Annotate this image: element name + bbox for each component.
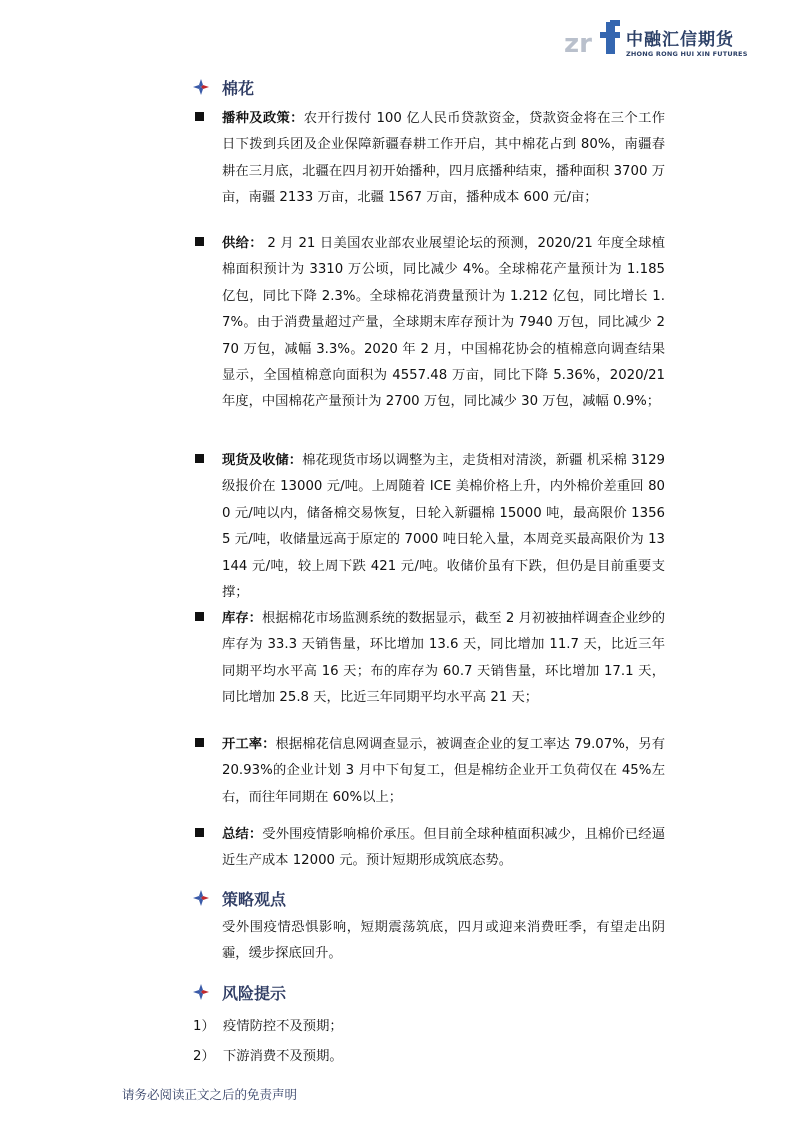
pin-bullet-icon — [193, 79, 209, 95]
bullet-body: 根据棉花市场监测系统的数据显示，截至 2 月初被抽样调查企业纱的库存为 33.3 天销售量，环比增加 13.6 天，同比增加 11.7 天，比近三年同期平均水平高 16 天；布的库存为 60.7 天销售量，环比增加 17.1 天，同比增加 25.8 天，比近三年同期平均水平高 21 天； — [222, 611, 666, 706]
risk-item-number: 1） — [193, 1019, 215, 1034]
bullet-text — [222, 822, 665, 875]
square-bullet-icon — [195, 738, 204, 747]
bullet-text — [222, 732, 665, 811]
pin-bullet-icon — [193, 890, 209, 906]
risk-item — [193, 1045, 343, 1064]
bullet-body: 根据棉花信息网调查显示，被调查企业的复工率达 79.07%，另有 20.93%的企业计划 3 月中下旬复工，但是棉纺企业开工负荷仅在 45%左右，而往年同期在 60%以上； — [222, 737, 665, 805]
square-bullet-icon — [195, 828, 204, 837]
bullet-label: 供给： — [222, 236, 263, 251]
square-bullet-icon — [195, 112, 204, 121]
risk-item — [193, 1015, 343, 1034]
logo-company-name: 中融汇信期货 — [626, 30, 734, 50]
bullet-label: 播种及政策： — [222, 111, 304, 126]
risk-item-text: 疫情防控不及预期； — [223, 1019, 343, 1034]
square-bullet-icon — [195, 237, 204, 246]
svg-text:zr: zr — [564, 29, 592, 58]
bullet-body: 农开行拨付 100 亿人民币贷款资金，贷款资金将在三个工作日下拨到兵团及企业保障新疆春耕工作开启，其中棉花占到 80%，南疆春耕在三月底，北疆在四月初开始播种，四月底播种结束，播种面积 3700 万亩，南疆 2133 万亩，北疆 1567 万亩，播种成本 600 元/亩； — [222, 111, 665, 206]
logo-company-name-en: ZHONG RONG HUI XIN FUTURES — [626, 50, 748, 58]
bullet-body: 棉花现货市场以调整为主，走货相对清淡，新疆 机采棉 3129 级报价在 13000 元/吨。上周随着 ICE 美棉价格上升，内外棉价差重回 800 元/吨以内，储备棉交易恢复，日轮入新疆棉 15000 吨，最高限价 13565 元/吨，收储量远高于原定的 7000 吨日轮入量，本周竞买最高限价为 13144 元/吨，较上周下跌 421 元/吨。收储价虽有下跌，但仍是目前重要支撑； — [222, 453, 666, 601]
footer-disclaimer[interactable]: 请务必阅读正文之后的免责声明 — [122, 1087, 298, 1102]
bullet-label: 开工率： — [222, 737, 276, 752]
section-title: 策略观点 — [222, 890, 287, 909]
risk-item-text: 下游消费不及预期。 — [223, 1049, 343, 1064]
risk-item-number: 2） — [193, 1049, 215, 1064]
bullet-label: 库存： — [222, 611, 262, 626]
bullet-label: 现货及收储： — [222, 453, 303, 468]
section-title: 棉花 — [222, 79, 255, 98]
bullet-text — [222, 106, 665, 212]
pin-bullet-icon — [193, 984, 209, 1000]
bullet-label: 总结： — [222, 827, 263, 842]
square-bullet-icon — [195, 612, 204, 621]
bullet-text — [222, 606, 665, 712]
strategy-text: 受外围疫情恐惧影响，短期震荡筑底，四月或迎来消费旺季，有望走出阴霾，缓步探底回升。 — [222, 920, 665, 962]
bullet-text — [222, 231, 665, 416]
bullet-body: 受外围疫情影响棉价承压。但目前全球种植面积减少，且棉价已经逼近生产成本 12000 元。预计短期形成筑底态势。 — [222, 827, 666, 869]
square-bullet-icon — [195, 454, 204, 463]
company-logo — [562, 18, 762, 68]
zrf-logo-icon — [562, 18, 622, 58]
bullet-text — [222, 448, 665, 606]
bullet-body: 2 月 21 日美国农业部农业展望论坛的预测，2020/21 年度全球植棉面积预计为 3310 万公顷，同比减少 4%。全球棉花产量预计为 1.185 亿包，同比下降 2.3%。全球棉花消费量预计为 1.212 亿包，同比增长 1.7%。由于消费量超过产量，全球期末库存预计为 7940 万包，同比减少 270 万包，减幅 3.3%。2020 年 2 月，中国棉花协会的植棉意向调查结果显示，全国植棉意向面积为 4557.48 万亩，同比下降 5.36%，2020/21 年度，中国棉花产量预计为 2700 万包，同比减少 30 万包，减幅 0.9%； — [222, 236, 665, 410]
section-title: 风险提示 — [222, 984, 287, 1003]
